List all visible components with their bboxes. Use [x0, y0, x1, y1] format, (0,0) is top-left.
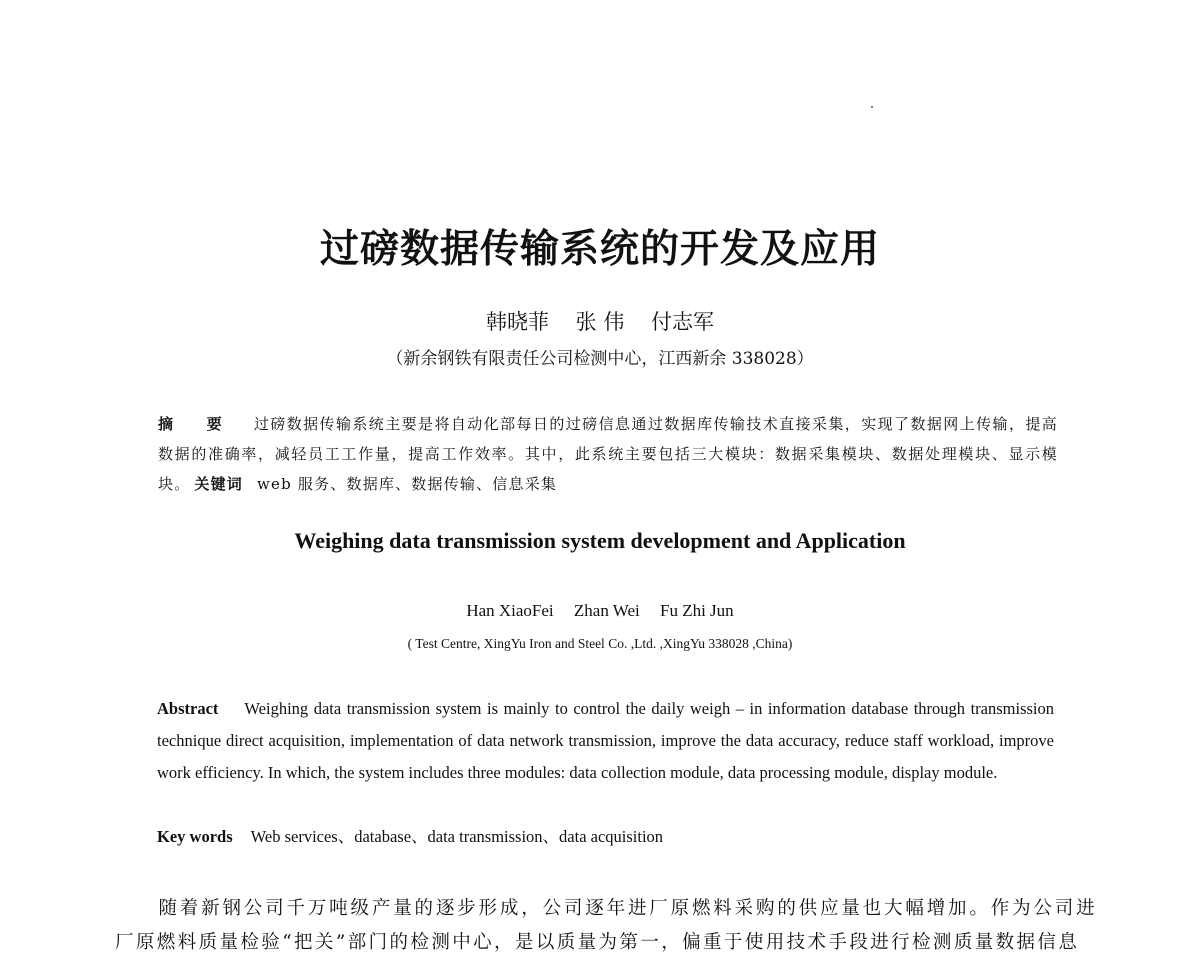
- abstract-zh: [158, 409, 1058, 499]
- body-text: 随着新钢公司千万吨级产量的逐步形成，公司逐年进厂原燃料采购的供应量也大幅增加。作为公司进厂原燃料质量检验“把关”部门的检测中心，是以质量为第一，偏重于使用技术手段进行检测质量数据信息: [115, 898, 1097, 953]
- paper-title-en: Weighing data transmission system development and Application: [294, 528, 906, 553]
- keywords-text-en: Web services、database、data transmission、data acquisition: [250, 827, 664, 846]
- keywords-text-zh: web 服务、数据库、数据传输、信息采集: [257, 475, 558, 493]
- affiliation-en: ( Test Centre, XingYu Iron and Steel Co. ,Ltd. ,XingYu 338028 ,China): [407, 636, 793, 651]
- abstract-label-zh: 摘 要: [158, 415, 236, 433]
- author-name: Han XiaoFei: [466, 601, 554, 620]
- paper-title-zh: 过磅数据传输系统的开发及应用: [319, 227, 880, 272]
- abstract-text-zh: 过磅数据传输系统主要是将自动化部每日的过磅信息通过数据库传输技术直接采集，实现了数据网上传输，提高数据的准确率，减轻员工工作量，提高工作效率。其中，此系统主要包括三大模块：数据采集模块、数据处理模块、显示模块。: [158, 415, 1058, 493]
- body-paragraph: [115, 892, 1097, 960]
- author-name: Zhan Wei: [573, 601, 640, 620]
- affiliation-zh: （新余钢铁有限责任公司检测中心，江西新余 338028）: [386, 349, 814, 369]
- keywords-label-zh: 关键词: [194, 475, 244, 493]
- author-name: 付志军: [651, 310, 715, 334]
- author-name: 韩晓菲: [485, 310, 549, 334]
- abstract-label-en: Abstract: [157, 699, 219, 718]
- scan-speck: [871, 106, 873, 108]
- keywords-en: [157, 823, 663, 847]
- abstract-en: [157, 693, 1054, 789]
- author-name: Fu Zhi Jun: [659, 601, 734, 620]
- author-list-zh: [0, 306, 1200, 336]
- author-list-en: [0, 601, 1200, 621]
- author-name: 张 伟: [575, 310, 625, 334]
- abstract-text-en: Weighing data transmission system is mainly to control the daily weigh – in information database through transmission technique direct acquisition, implementation of data network transmission, improve the data accuracy, reduce staff workload, improve work efficiency. In which, the system includes three modules: data collection module, data processing module, display module.: [157, 699, 1054, 782]
- keywords-label-en: Key words: [157, 827, 233, 846]
